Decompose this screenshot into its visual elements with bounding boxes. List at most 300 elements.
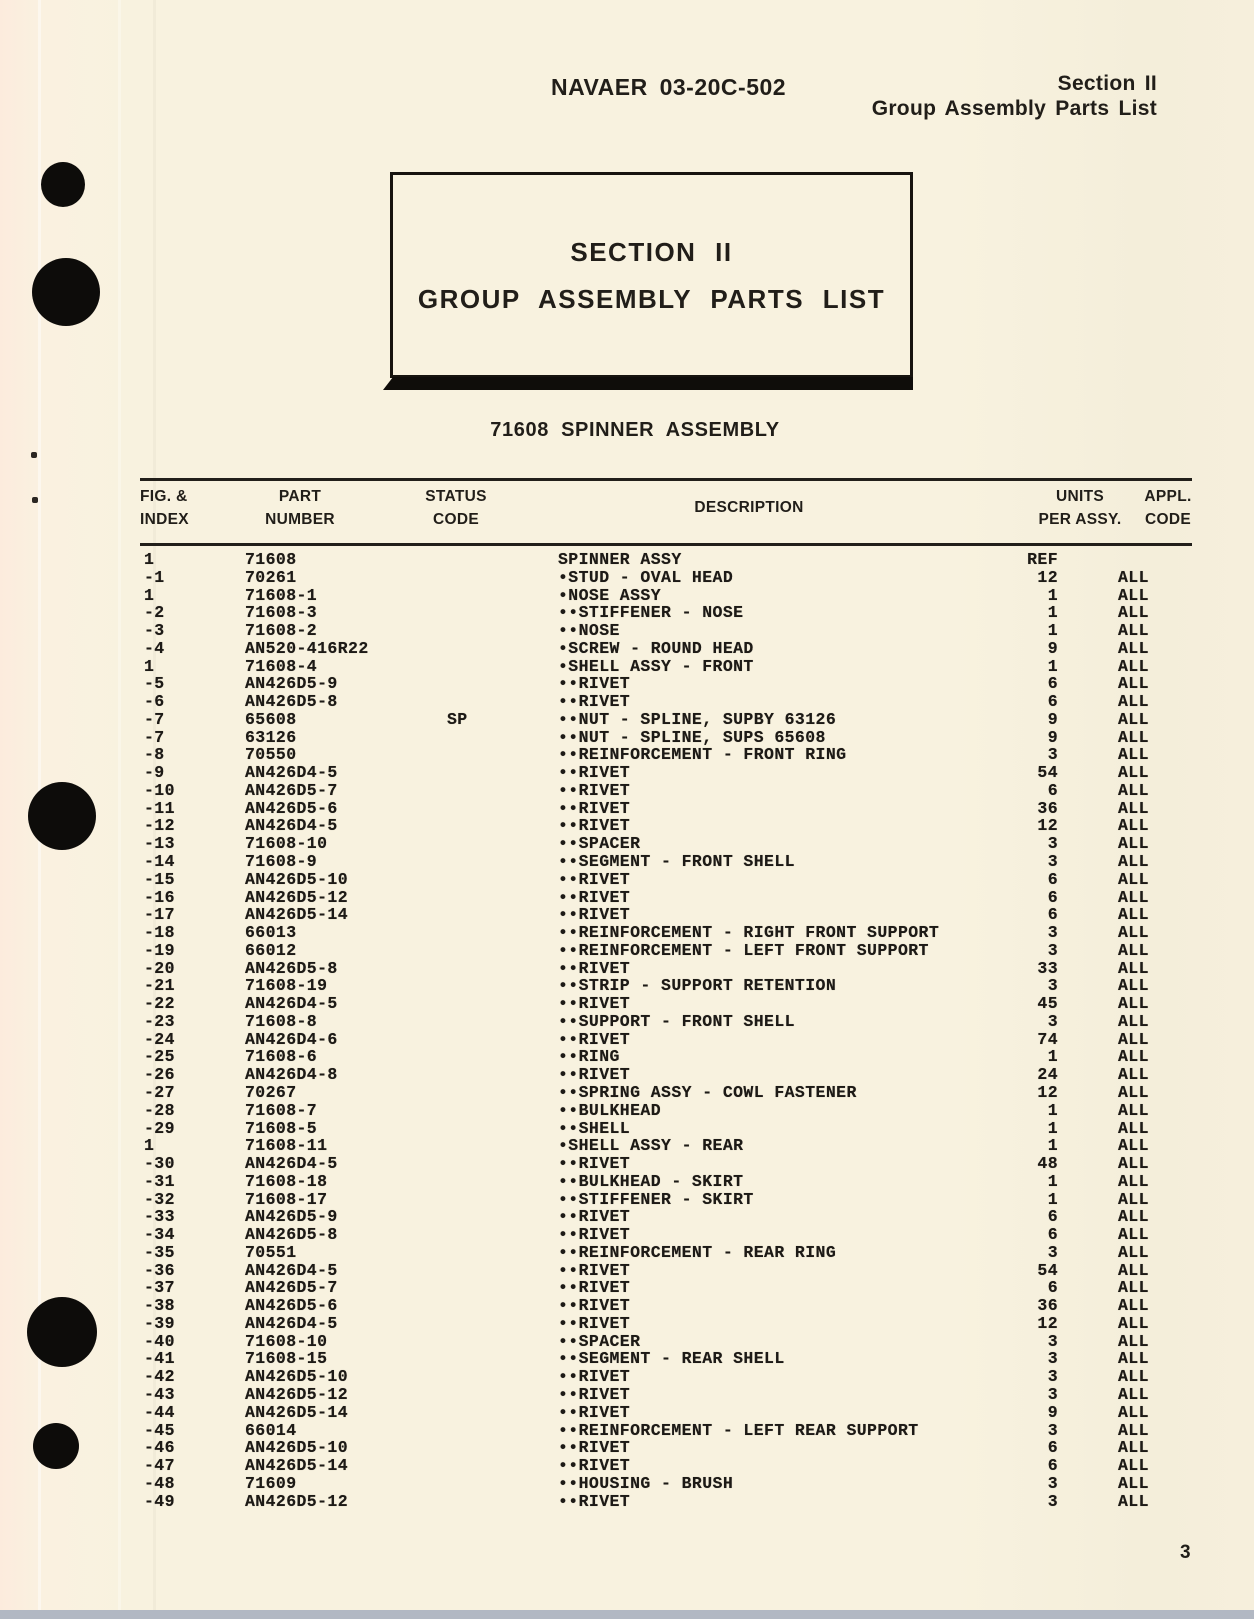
cell-units: 36 (1037, 798, 1058, 818)
cell-units: 6 (1047, 674, 1058, 694)
cell-units: 6 (1047, 1456, 1058, 1476)
cell-units: 1 (1047, 1100, 1058, 1120)
cell-part-number: AN426D4-5 (245, 1154, 338, 1174)
cell-fig-index: -29 (144, 1118, 175, 1138)
cell-fig-index: -2 (144, 603, 165, 623)
cell-part-number: AN426D5-8 (245, 1225, 338, 1245)
cell-description: ••RIVET (558, 1367, 631, 1387)
cell-fig-index: -25 (144, 1047, 175, 1067)
doc-number: NAVAER 03-20C-502 (551, 74, 787, 100)
cell-units: 9 (1047, 727, 1058, 747)
cell-units: 6 (1047, 869, 1058, 889)
cell-description: •SCREW - ROUND HEAD (558, 638, 754, 658)
cell-fig-index: -34 (144, 1225, 175, 1245)
cell-appl-code: ALL (1118, 1242, 1149, 1262)
cell-units: 3 (1047, 1491, 1058, 1511)
section-title: SECTION II (570, 236, 733, 267)
col-header-appl: APPL. (1144, 488, 1192, 505)
cell-appl-code: ALL (1118, 727, 1149, 747)
cell-appl-code: ALL (1118, 763, 1149, 783)
cell-appl-code: ALL (1118, 1011, 1149, 1031)
cell-appl-code: ALL (1118, 887, 1149, 907)
cell-appl-code: ALL (1118, 1278, 1149, 1298)
cell-units: 3 (1047, 1384, 1058, 1404)
cell-appl-code: ALL (1118, 656, 1149, 676)
cell-status-code: SP (447, 709, 468, 729)
cell-appl-code: ALL (1118, 798, 1149, 818)
cell-appl-code: ALL (1118, 1207, 1149, 1227)
table-row (0, 1439, 1254, 1457)
table-row (0, 1404, 1254, 1422)
cell-description: ••RIVET (558, 1225, 631, 1245)
cell-units: 3 (1047, 1349, 1058, 1369)
cell-appl-code: ALL (1118, 1118, 1149, 1138)
cell-units: 3 (1047, 745, 1058, 765)
table-row (0, 711, 1254, 729)
cell-units: 1 (1047, 656, 1058, 676)
cell-appl-code: ALL (1118, 692, 1149, 712)
cell-appl-code: ALL (1118, 1065, 1149, 1085)
cell-fig-index: -27 (144, 1082, 175, 1102)
cell-appl-code: ALL (1118, 621, 1149, 641)
cell-fig-index: -49 (144, 1491, 175, 1511)
cell-fig-index: -7 (144, 727, 165, 747)
cell-appl-code: ALL (1118, 1349, 1149, 1369)
cell-fig-index: -6 (144, 692, 165, 712)
cell-description: ••NUT - SPLINE, SUPS 65608 (558, 727, 826, 747)
cell-appl-code: ALL (1118, 1136, 1149, 1156)
cell-description: SPINNER ASSY (558, 550, 682, 569)
cell-description: ••REINFORCEMENT - LEFT REAR SUPPORT (558, 1420, 919, 1440)
cell-part-number: AN426D4-5 (245, 763, 338, 783)
cell-units: 3 (1047, 1331, 1058, 1351)
cell-appl-code: ALL (1118, 940, 1149, 960)
hole-punch-mark (32, 258, 100, 326)
cell-description: ••NUT - SPLINE, SUPBY 63126 (558, 709, 837, 729)
ink-speck (31, 452, 37, 458)
cell-units: 1 (1047, 1189, 1058, 1209)
col-header-description: DESCRIPTION (694, 499, 804, 516)
table-row (0, 942, 1254, 960)
cell-part-number: 71608-2 (245, 621, 318, 641)
cell-units: 6 (1047, 1278, 1058, 1298)
table-row (0, 675, 1254, 693)
cell-part-number: 63126 (245, 727, 297, 747)
cell-fig-index: -17 (144, 905, 175, 925)
cell-units: 3 (1047, 834, 1058, 854)
cell-appl-code: ALL (1118, 603, 1149, 623)
cell-fig-index: -46 (144, 1438, 175, 1458)
cell-units: 6 (1047, 887, 1058, 907)
cell-part-number: 70267 (245, 1082, 297, 1102)
cell-appl-code: ALL (1118, 1456, 1149, 1476)
table-row (0, 1279, 1254, 1297)
cell-fig-index: -45 (144, 1420, 175, 1440)
col-header-units: UNITS (1056, 488, 1104, 505)
cell-units: 3 (1047, 852, 1058, 872)
cell-description: ••REINFORCEMENT - REAR RING (558, 1242, 837, 1262)
cell-appl-code: ALL (1118, 1189, 1149, 1209)
cell-fig-index: -12 (144, 816, 175, 836)
cell-description: ••RIVET (558, 780, 631, 800)
table-row (0, 835, 1254, 853)
table-row (0, 1475, 1254, 1493)
cell-part-number: 71608-7 (245, 1100, 318, 1120)
cell-part-number: AN426D5-7 (245, 780, 338, 800)
cell-description: ••BULKHEAD (558, 1100, 662, 1120)
cell-appl-code: ALL (1118, 905, 1149, 925)
table-row (0, 1155, 1254, 1173)
cell-description: ••RIVET (558, 887, 631, 907)
cell-part-number: AN426D4-5 (245, 1260, 338, 1280)
cell-fig-index: -8 (144, 745, 165, 765)
cell-fig-index: -48 (144, 1473, 175, 1493)
cell-fig-index: -21 (144, 976, 175, 996)
cell-description: •NOSE ASSY (558, 585, 662, 605)
cell-fig-index: 1 (144, 656, 155, 676)
cell-fig-index: -23 (144, 1011, 175, 1031)
table-row (0, 658, 1254, 676)
table-row (0, 1066, 1254, 1084)
cell-description: •SHELL ASSY - FRONT (558, 656, 754, 676)
cell-part-number: AN426D5-8 (245, 692, 338, 712)
table-row (0, 1084, 1254, 1102)
col-header-appl-code: CODE (1145, 511, 1191, 528)
cell-fig-index: -39 (144, 1313, 175, 1333)
cell-description: ••HOUSING - BRUSH (558, 1473, 734, 1493)
table-rule-top (140, 478, 1192, 481)
cell-fig-index: -20 (144, 958, 175, 978)
cell-description: ••RIVET (558, 1065, 631, 1085)
cell-description: ••RIVET (558, 1296, 631, 1316)
cell-description: ••STRIP - SUPPORT RETENTION (558, 976, 837, 996)
table-row (0, 995, 1254, 1013)
cell-fig-index: 1 (144, 1136, 155, 1156)
running-header (872, 71, 1157, 121)
table-row (0, 569, 1254, 587)
cell-appl-code: ALL (1118, 1082, 1149, 1102)
cell-appl-code: ALL (1118, 852, 1149, 872)
cell-description: ••NOSE (558, 621, 620, 641)
cell-fig-index: -9 (144, 763, 165, 783)
cell-units: 3 (1047, 1011, 1058, 1031)
table-row (0, 604, 1254, 622)
cell-part-number: AN426D4-6 (245, 1029, 338, 1049)
cell-part-number: 66014 (245, 1420, 297, 1440)
table-row (0, 640, 1254, 658)
cell-fig-index: -40 (144, 1331, 175, 1351)
cell-description: ••RIVET (558, 1456, 631, 1476)
table-row (0, 729, 1254, 747)
table-row (0, 1368, 1254, 1386)
cell-part-number: AN426D5-12 (245, 1491, 349, 1511)
cell-units: 12 (1037, 816, 1058, 836)
cell-description: ••RIVET (558, 763, 631, 783)
cell-appl-code: ALL (1118, 1420, 1149, 1440)
cell-fig-index: -24 (144, 1029, 175, 1049)
cell-fig-index: -16 (144, 887, 175, 907)
table-row (0, 889, 1254, 907)
col-header-part: PART (278, 488, 322, 505)
cell-units: 3 (1047, 976, 1058, 996)
cell-appl-code: ALL (1118, 1402, 1149, 1422)
cell-part-number: 71608 (245, 550, 297, 569)
cell-description: ••RIVET (558, 1029, 631, 1049)
cell-fig-index: -14 (144, 852, 175, 872)
cell-part-number: AN426D5-10 (245, 1438, 349, 1458)
cell-fig-index: -44 (144, 1402, 175, 1422)
cell-part-number: 71608-8 (245, 1011, 318, 1031)
cell-fig-index: -3 (144, 621, 165, 641)
cell-part-number: 71608-4 (245, 656, 318, 676)
cell-fig-index: -28 (144, 1100, 175, 1120)
cell-fig-index: -4 (144, 638, 165, 658)
cell-units: 3 (1047, 1242, 1058, 1262)
cell-description: ••BULKHEAD - SKIRT (558, 1171, 744, 1191)
cell-description: ••RIVET (558, 994, 631, 1014)
table-row (0, 871, 1254, 889)
cell-fig-index: 1 (144, 585, 155, 605)
table-row (0, 1048, 1254, 1066)
cell-units: 9 (1047, 1402, 1058, 1422)
assembly-title: 71608 SPINNER ASSEMBLY (490, 419, 780, 441)
col-header-per-assy: PER ASSY. (1038, 511, 1122, 528)
cell-part-number: 70261 (245, 567, 297, 587)
cell-part-number: 65608 (245, 709, 297, 729)
cell-fig-index: -19 (144, 940, 175, 960)
col-header-fig: FIG. & (140, 488, 188, 505)
cell-units: 45 (1037, 994, 1058, 1014)
cell-part-number: AN426D5-9 (245, 674, 338, 694)
cell-part-number: AN426D5-14 (245, 1456, 349, 1476)
table-row (0, 1120, 1254, 1138)
cell-part-number: 71608-15 (245, 1349, 328, 1369)
cell-units: 3 (1047, 1473, 1058, 1493)
cell-appl-code: ALL (1118, 745, 1149, 765)
cell-description: ••RIVET (558, 692, 631, 712)
section-title-box (390, 172, 913, 378)
cell-appl-code: ALL (1118, 1047, 1149, 1067)
cell-appl-code: ALL (1118, 1154, 1149, 1174)
cell-description: ••RIVET (558, 674, 631, 694)
cell-appl-code: ALL (1118, 1225, 1149, 1245)
cell-appl-code: ALL (1118, 638, 1149, 658)
cell-part-number: AN426D5-6 (245, 798, 338, 818)
cell-fig-index: -10 (144, 780, 175, 800)
cell-part-number: AN426D4-8 (245, 1065, 338, 1085)
table-row (0, 817, 1254, 835)
table-row (0, 1297, 1254, 1315)
cell-description: ••RIVET (558, 1384, 631, 1404)
cell-appl-code: ALL (1118, 780, 1149, 800)
cell-description: ••REINFORCEMENT - LEFT FRONT SUPPORT (558, 940, 929, 960)
cell-fig-index: -47 (144, 1456, 175, 1476)
cell-part-number: AN426D5-12 (245, 1384, 349, 1404)
table-row (0, 1422, 1254, 1440)
table-row (0, 1031, 1254, 1049)
cell-fig-index: -32 (144, 1189, 175, 1209)
cell-description: ••SEGMENT - REAR SHELL (558, 1349, 785, 1369)
cell-description: ••SEGMENT - FRONT SHELL (558, 852, 795, 872)
cell-fig-index: -38 (144, 1296, 175, 1316)
cell-part-number: 71608-3 (245, 603, 318, 623)
cell-units: 6 (1047, 1438, 1058, 1458)
table-row (0, 1315, 1254, 1333)
table-row (0, 782, 1254, 800)
cell-description: ••RIVET (558, 816, 631, 836)
cell-part-number: 66013 (245, 923, 297, 943)
cell-units: 33 (1037, 958, 1058, 978)
cell-fig-index: -7 (144, 709, 165, 729)
cell-description: ••RIVET (558, 905, 631, 925)
cell-units: 1 (1047, 1171, 1058, 1191)
cell-appl-code: ALL (1118, 1171, 1149, 1191)
table-row (0, 1191, 1254, 1209)
cell-units: 74 (1037, 1029, 1058, 1049)
cell-description: ••RING (558, 1047, 620, 1067)
scan-edge (0, 1610, 1254, 1619)
cell-part-number: 71609 (245, 1473, 297, 1493)
cell-fig-index: -36 (144, 1260, 175, 1280)
cell-units: 1 (1047, 621, 1058, 641)
cell-fig-index: -18 (144, 923, 175, 943)
cell-fig-index: -30 (144, 1154, 175, 1174)
cell-appl-code: ALL (1118, 585, 1149, 605)
cell-units: 12 (1037, 1082, 1058, 1102)
cell-fig-index: -43 (144, 1384, 175, 1404)
cell-part-number: AN426D5-10 (245, 869, 349, 889)
table-row (0, 551, 1254, 569)
cell-appl-code: ALL (1118, 709, 1149, 729)
cell-description: ••RIVET (558, 1313, 631, 1333)
cell-units: 6 (1047, 780, 1058, 800)
cell-units: 12 (1037, 567, 1058, 587)
cell-description: •STUD - OVAL HEAD (558, 567, 734, 587)
cell-part-number: 71608-18 (245, 1171, 328, 1191)
cell-part-number: AN426D4-5 (245, 1313, 338, 1333)
cell-appl-code: ALL (1118, 1313, 1149, 1333)
cell-units: 3 (1047, 1367, 1058, 1387)
cell-description: ••RIVET (558, 1260, 631, 1280)
cell-fig-index: -15 (144, 869, 175, 889)
cell-appl-code: ALL (1118, 1331, 1149, 1351)
cell-appl-code: ALL (1118, 1296, 1149, 1316)
cell-part-number: AN426D5-10 (245, 1367, 349, 1387)
cell-fig-index: -33 (144, 1207, 175, 1227)
cell-part-number: AN426D4-5 (245, 816, 338, 836)
cell-appl-code: ALL (1118, 834, 1149, 854)
table-row (0, 1208, 1254, 1226)
table-row (0, 800, 1254, 818)
running-header-section: Section II (1057, 72, 1157, 95)
col-header-number: NUMBER (265, 511, 335, 528)
cell-units: 54 (1037, 763, 1058, 783)
cell-part-number: 71608-10 (245, 834, 328, 854)
hole-punch-mark (41, 162, 85, 207)
cell-units: 3 (1047, 923, 1058, 943)
cell-units: 1 (1047, 1118, 1058, 1138)
cell-appl-code: ALL (1118, 1100, 1149, 1120)
running-header-subtitle: Group Assembly Parts List (871, 97, 1157, 120)
cell-fig-index: -26 (144, 1065, 175, 1085)
col-header-status-code: CODE (433, 511, 479, 528)
table-rule-bottom (140, 543, 1192, 546)
cell-units: 3 (1047, 1420, 1058, 1440)
cell-part-number: AN520-416R22 (245, 638, 369, 658)
cell-part-number: AN426D5-12 (245, 887, 349, 907)
cell-appl-code: ALL (1118, 1491, 1149, 1511)
cell-part-number: AN426D5-14 (245, 905, 349, 925)
table-row (0, 1386, 1254, 1404)
cell-description: ••SUPPORT - FRONT SHELL (558, 1011, 795, 1031)
cell-part-number: AN426D5-9 (245, 1207, 338, 1227)
cell-fig-index: -37 (144, 1278, 175, 1298)
cell-units: 6 (1047, 692, 1058, 712)
table-row (0, 622, 1254, 640)
table-row (0, 906, 1254, 924)
cell-description: ••RIVET (558, 869, 631, 889)
table-row (0, 960, 1254, 978)
table-row (0, 1102, 1254, 1120)
table-row (0, 1244, 1254, 1262)
cell-appl-code: ALL (1118, 567, 1149, 587)
cell-description: ••STIFFENER - NOSE (558, 603, 744, 623)
cell-units: 1 (1047, 1047, 1058, 1067)
table-row (0, 924, 1254, 942)
cell-description: ••RIVET (558, 1207, 631, 1227)
table-row (0, 746, 1254, 764)
table-row (0, 1226, 1254, 1244)
table-row (0, 587, 1254, 605)
cell-units: REF (1027, 550, 1058, 569)
cell-units: 6 (1047, 905, 1058, 925)
table-rows (0, 551, 1254, 1510)
col-header-index: INDEX (140, 511, 189, 528)
cell-fig-index: 1 (144, 550, 155, 569)
cell-units: 1 (1047, 1136, 1058, 1156)
cell-appl-code: ALL (1118, 816, 1149, 836)
cell-description: ••RIVET (558, 798, 631, 818)
table-row (0, 1173, 1254, 1191)
table-row (0, 1493, 1254, 1511)
cell-appl-code: ALL (1118, 1384, 1149, 1404)
cell-appl-code: ALL (1118, 958, 1149, 978)
cell-fig-index: -22 (144, 994, 175, 1014)
cell-part-number: 71608-17 (245, 1189, 328, 1209)
cell-units: 6 (1047, 1207, 1058, 1227)
cell-units: 6 (1047, 1225, 1058, 1245)
table-row (0, 1457, 1254, 1475)
cell-fig-index: -35 (144, 1242, 175, 1262)
cell-appl-code: ALL (1118, 674, 1149, 694)
cell-units: 1 (1047, 603, 1058, 623)
cell-description: ••RIVET (558, 1438, 631, 1458)
table-row (0, 1350, 1254, 1368)
cell-fig-index: -42 (144, 1367, 175, 1387)
ink-speck (32, 497, 38, 503)
cell-description: ••RIVET (558, 1402, 631, 1422)
table-row (0, 1333, 1254, 1351)
cell-description: ••SPACER (558, 1331, 641, 1351)
cell-units: 9 (1047, 709, 1058, 729)
cell-description: ••RIVET (558, 958, 631, 978)
cell-fig-index: -5 (144, 674, 165, 694)
cell-part-number: 71608-1 (245, 585, 318, 605)
cell-description: ••SPRING ASSY - COWL FASTENER (558, 1082, 857, 1102)
cell-description: ••RIVET (558, 1154, 631, 1174)
cell-part-number: AN426D5-8 (245, 958, 338, 978)
cell-part-number: AN426D4-5 (245, 994, 338, 1014)
